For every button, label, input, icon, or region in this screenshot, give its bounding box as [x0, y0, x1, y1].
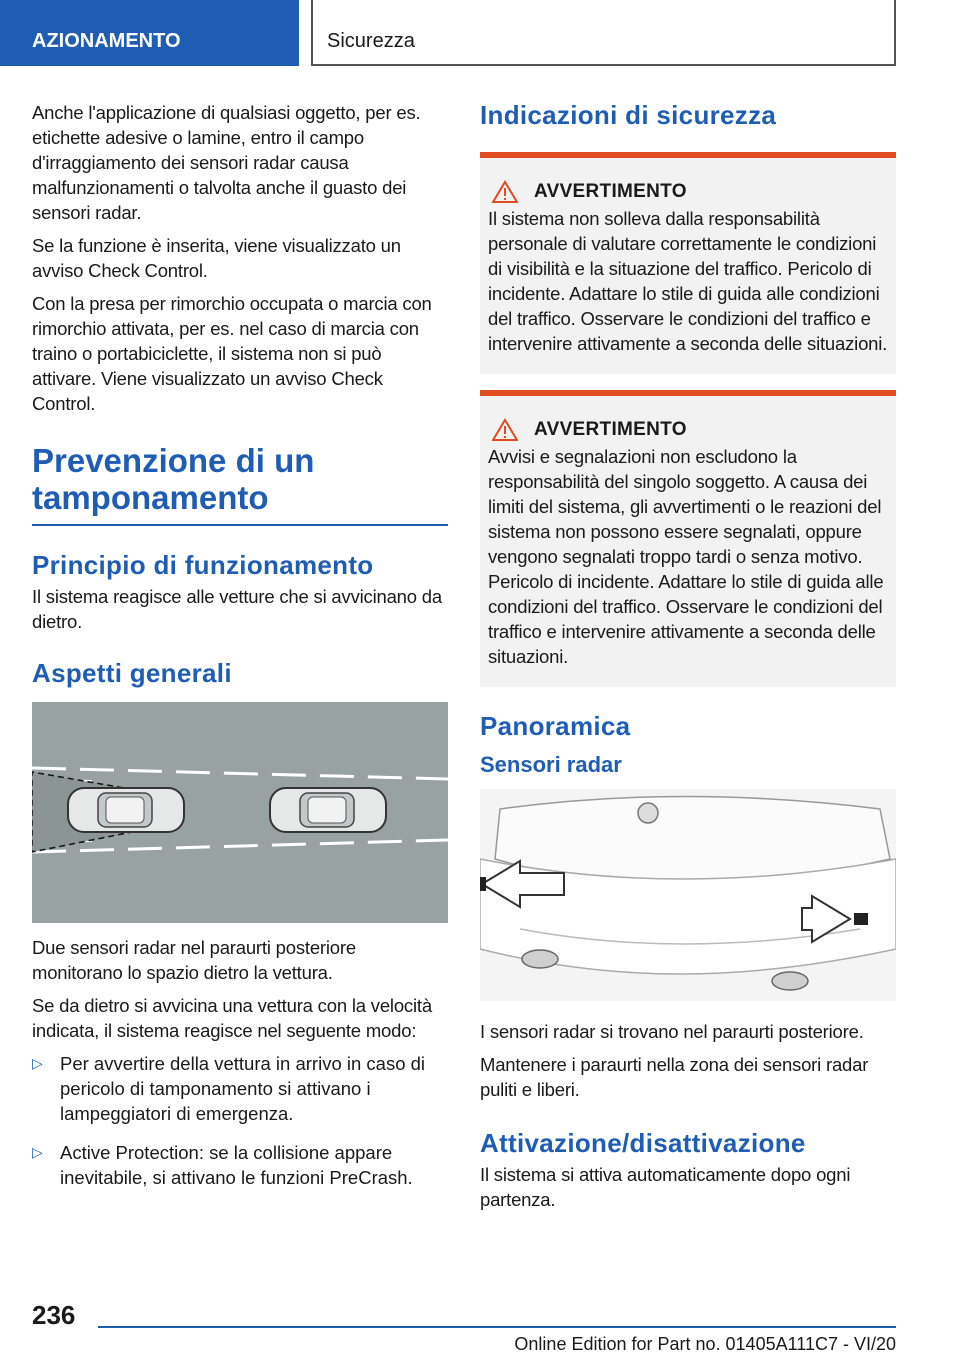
rear-bumper-sensors-illustration — [480, 789, 896, 1001]
sensors-text: I sensori radar si trovano nel paraurti posteriore. — [480, 1021, 864, 1042]
general-text: Se da dietro si avvicina una vettura con la velocità indicata, il sistema reagisce nel seguente modo: — [32, 995, 432, 1041]
sensors-heading: Sensori radar — [480, 752, 622, 777]
activation-heading: Attivazione/disattivazione — [480, 1128, 806, 1158]
car-icon — [68, 788, 184, 832]
warning-box — [480, 390, 896, 687]
safety-heading: Indicazioni di sicurezza — [480, 100, 777, 130]
right-column — [480, 100, 896, 1220]
edition-info: Online Edition for Part no. 01405A111C7 - VI/20 — [98, 1326, 896, 1355]
intro-paragraph: Con la presa per rimorchio occupata o marcia con rimorchio attivata, per es. nel caso di marcia con traino o portabiciclette, il sistema non si può attivare. Viene visualizzato un avviso Check Control. — [32, 293, 432, 414]
general-text: Due sensori radar nel paraurti posteriore monitorano lo spazio dietro la vettura. — [32, 937, 356, 983]
warning-text: Avvisi e segnalazioni non escludono la responsabilità del singolo soggetto. A causa dei limiti del sistema, gli avvertimenti o le reazioni del sistema non possono essere segnalati, oppure vengono segnalati troppo tardi o senza motivo. Pericolo di incidente. Adattare lo stile di guida alle condizioni del traffico. Osservare le condizioni del traffico e intervenire attivamente a seconda delle situazioni. — [488, 446, 884, 667]
list-item: ▷ Per avvertire della vettura in arrivo in caso di pericolo di tamponamento si attivano i lampeggiatori di emergenza. — [32, 1053, 426, 1124]
intro-paragraph: Anche l'applicazione di qualsiasi oggetto, per es. etichette adesive o lamine, entro il campo d'irraggiamento dei sensori radar causa malfunzionamenti o talvolta anche il guasto dei sensori radar. — [32, 102, 421, 223]
warning-triangle-icon — [492, 418, 518, 442]
reaction-list — [32, 1051, 448, 1190]
triangle-bullet-icon: ▷ — [32, 1055, 43, 1071]
warning-box — [480, 152, 896, 374]
section-tab: AZIONAMENTO — [0, 0, 299, 66]
warning-triangle-icon — [492, 180, 518, 204]
intro-paragraph: Se la funzione è inserita, viene visualizzato un avviso Check Control. — [32, 235, 401, 281]
page-footer — [0, 1296, 960, 1362]
list-item: ▷ Active Protection: se la collisione appare inevitabile, si attivano le funzioni PreCrash. — [32, 1142, 413, 1188]
left-column — [32, 100, 448, 1204]
warning-label: AVVERTIMENTO — [534, 181, 687, 202]
section-heading: Prevenzione di un tamponamento — [32, 442, 448, 526]
page-number: 236 — [32, 1300, 76, 1330]
activation-text: Il sistema si attiva automaticamente dopo ogni partenza. — [480, 1164, 851, 1210]
chapter-title: Sicurezza — [311, 0, 896, 66]
principle-heading: Principio di funzionamento — [32, 550, 374, 580]
sensors-text: Mantenere i paraurti nella zona dei sensori radar puliti e liberi. — [480, 1054, 869, 1100]
car-icon — [270, 788, 386, 832]
warning-text: Il sistema non solleva dalla responsabilità personale di valutare correttamente le condizioni di visibilità e la situazione del traffico. Pericolo di incidente. Adattare lo stile di guida alle condizioni del traffico. Osservare le condizioni del traffico e intervenire attivamente a seconda delle situazioni. — [488, 208, 888, 354]
rear-collision-illustration — [32, 702, 448, 923]
principle-text: Il sistema reagisce alle vetture che si avvicinano da dietro. — [32, 586, 442, 632]
overview-heading: Panoramica — [480, 711, 631, 741]
triangle-bullet-icon: ▷ — [32, 1144, 43, 1160]
page-header — [0, 0, 960, 66]
warning-label: AVVERTIMENTO — [534, 419, 687, 440]
general-heading: Aspetti generali — [32, 658, 232, 688]
